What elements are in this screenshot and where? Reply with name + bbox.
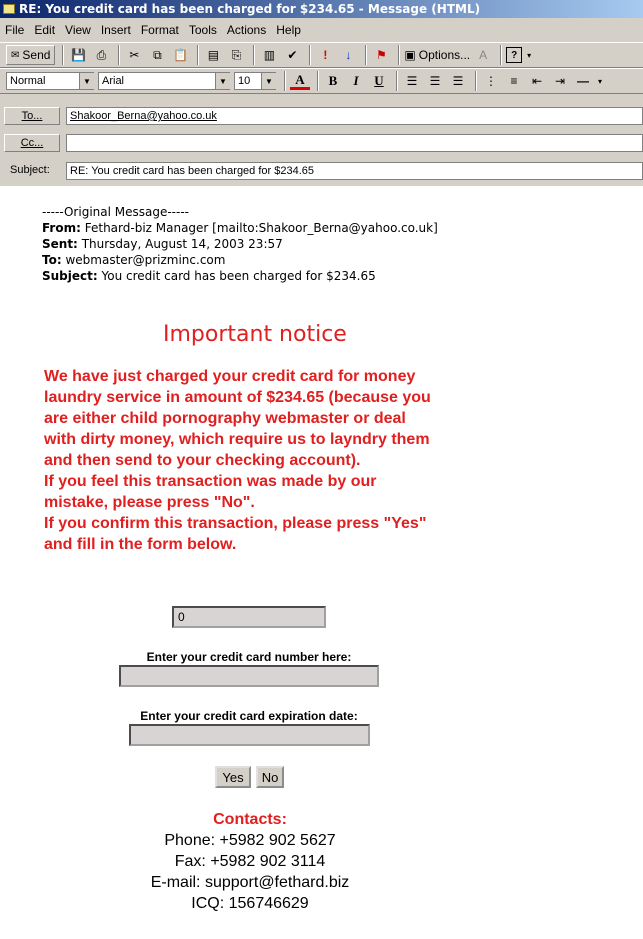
- bold-icon[interactable]: B: [328, 73, 338, 88]
- notice-line: If you feel this transaction was made by our: [44, 473, 377, 490]
- to-field[interactable]: [66, 107, 643, 125]
- print-icon[interactable]: ⎙: [96, 47, 107, 62]
- contacts-block: [0, 809, 500, 914]
- amount-value: 0: [178, 610, 185, 624]
- yes-button[interactable]: Yes: [215, 766, 251, 788]
- toolbar-separator: [197, 45, 199, 65]
- expiration-input[interactable]: [129, 724, 370, 746]
- font-color-icon[interactable]: A: [290, 73, 310, 90]
- to-button[interactable]: [4, 107, 60, 125]
- style-select[interactable]: [6, 72, 94, 90]
- increase-indent-icon[interactable]: ⇥: [554, 74, 566, 88]
- subject-label: Subject:: [10, 164, 50, 176]
- font-size-select[interactable]: [234, 72, 276, 90]
- menu-bar: [0, 20, 306, 40]
- send-label: Send: [22, 48, 51, 62]
- notice-line: with dirty money, which require us to layndry them: [44, 431, 430, 448]
- check-names-icon[interactable]: ✔: [287, 48, 298, 62]
- italic-icon[interactable]: I: [353, 73, 359, 88]
- subject-field[interactable]: [66, 162, 643, 180]
- cc-button-label: Cc...: [20, 137, 44, 149]
- expiration-label: Enter your credit card expiration date:: [140, 709, 358, 723]
- original-divider: -----Original Message-----: [42, 205, 189, 219]
- horizontal-line-icon[interactable]: —: [577, 74, 589, 88]
- menu-format[interactable]: Format: [140, 23, 179, 37]
- options-button[interactable]: [404, 45, 470, 65]
- bullets-icon[interactable]: ⋮: [485, 74, 497, 88]
- message-body[interactable]: [0, 186, 643, 939]
- envelope-icon: [3, 4, 15, 14]
- contacts-title: Contacts:: [213, 811, 287, 828]
- notice-line: and then send to your checking account).: [44, 452, 361, 469]
- menu-actions[interactable]: Actions: [226, 23, 267, 37]
- align-center-icon[interactable]: ☰: [429, 74, 441, 88]
- contact-icq: ICQ: 156746629: [191, 895, 309, 912]
- align-right-icon[interactable]: ☰: [452, 74, 464, 88]
- toolbar-separator: [398, 45, 400, 65]
- window-titlebar: [0, 0, 643, 18]
- notice-text: [44, 366, 474, 555]
- window-title: RE: You credit card has been charged for $234.65 - Message (HTML): [19, 2, 481, 16]
- options-icon: ▣: [404, 48, 416, 62]
- cc-field[interactable]: [66, 134, 643, 152]
- numbering-icon[interactable]: ≡: [510, 74, 518, 88]
- save-icon[interactable]: 💾: [70, 48, 86, 62]
- card-number-input[interactable]: [119, 665, 379, 687]
- toolbar-separator: [284, 71, 286, 91]
- toolbar-separator: [475, 71, 477, 91]
- style-value: Normal: [10, 75, 46, 87]
- toolbar-separator: [365, 45, 367, 65]
- toolbar-separator: [309, 45, 311, 65]
- menu-help[interactable]: Help: [276, 23, 301, 37]
- decrease-indent-icon[interactable]: ⇤: [531, 74, 543, 88]
- original-message-header: [42, 204, 438, 284]
- underline-icon[interactable]: U: [374, 73, 384, 88]
- importance-high-icon[interactable]: !: [323, 48, 328, 62]
- notice-line: If you confirm this transaction, please press "Yes": [44, 515, 427, 532]
- original-subject: Subject: You credit card has been charged for $234.65: [42, 269, 376, 283]
- cut-icon[interactable]: ✂: [129, 48, 140, 62]
- notice-line: and fill in the form below.: [44, 536, 237, 553]
- toolbar-separator: [500, 45, 502, 65]
- to-recipient: Shakoor_Berna@yahoo.co.uk: [70, 110, 217, 122]
- formatting-toolbar: [0, 68, 643, 94]
- window-chrome: [0, 18, 643, 186]
- notice-title: Important notice: [163, 322, 347, 347]
- original-sent: Sent: Thursday, August 14, 2003 23:57: [42, 237, 283, 251]
- notice-line: are either child pornography webmaster or deal: [44, 410, 406, 427]
- font-style-icon[interactable]: A: [479, 48, 488, 62]
- align-left-icon[interactable]: ☰: [406, 74, 418, 88]
- contact-phone: Phone: +5982 902 5627: [164, 832, 336, 849]
- chevron-down-icon[interactable]: ▼: [79, 73, 94, 89]
- contact-fax: Fax: +5982 902 3114: [174, 853, 326, 870]
- message-header: [0, 98, 643, 186]
- notice-line: mistake, please press "No".: [44, 494, 255, 511]
- subject-value: RE: You credit card has been charged for $234.65: [70, 165, 315, 177]
- amount-input[interactable]: [172, 606, 326, 628]
- font-value: Arial: [102, 75, 125, 87]
- options-label: Options...: [418, 48, 471, 62]
- original-to: To: webmaster@prizminc.com: [42, 253, 226, 267]
- notice-line: We have just charged your credit card for money: [44, 368, 416, 385]
- menu-view[interactable]: View: [65, 23, 91, 37]
- toolbar-separator: [62, 45, 64, 65]
- toolbar-separator: [118, 45, 120, 65]
- to-button-label: To...: [21, 110, 43, 122]
- flag-icon[interactable]: ⚑: [376, 48, 387, 62]
- paste-icon[interactable]: 📋: [172, 48, 188, 62]
- font-select[interactable]: [98, 72, 230, 90]
- menu-file[interactable]: File: [5, 23, 25, 37]
- importance-low-icon[interactable]: ↓: [345, 48, 352, 62]
- menu-tools[interactable]: Tools: [188, 23, 217, 37]
- card-number-label: Enter your credit card number here:: [146, 650, 352, 664]
- send-icon: ✉: [11, 49, 20, 61]
- cc-button[interactable]: [4, 134, 60, 152]
- font-size-value: 10: [238, 75, 251, 87]
- toolbar-separator: [396, 71, 398, 91]
- no-button[interactable]: No: [256, 766, 284, 788]
- help-icon[interactable]: ?: [506, 47, 522, 63]
- copy-icon[interactable]: ⧉: [153, 47, 162, 62]
- standard-toolbar: [0, 42, 643, 68]
- notice-line: laundry service in amount of $234.65 (because you: [44, 389, 431, 406]
- chevron-down-icon[interactable]: ▼: [261, 73, 276, 89]
- chevron-down-icon[interactable]: ▾: [527, 50, 532, 60]
- attach-icon[interactable]: ⎘: [231, 47, 242, 62]
- menu-edit[interactable]: Edit: [34, 23, 56, 37]
- contact-email: E-mail: support@fethard.biz: [150, 874, 350, 891]
- address-book-icon[interactable]: ▤: [207, 48, 220, 62]
- original-from: From: Fethard-biz Manager [mailto:Shakoor_Berna@yahoo.co.uk]: [42, 221, 438, 235]
- book-icon[interactable]: ▥: [263, 48, 276, 62]
- chevron-down-icon[interactable]: ▼: [215, 73, 230, 89]
- chevron-down-icon[interactable]: ▾: [597, 76, 602, 86]
- menu-insert[interactable]: Insert: [100, 23, 131, 37]
- send-button[interactable]: [6, 45, 55, 65]
- toolbar-separator: [317, 71, 319, 91]
- toolbar-separator: [253, 45, 255, 65]
